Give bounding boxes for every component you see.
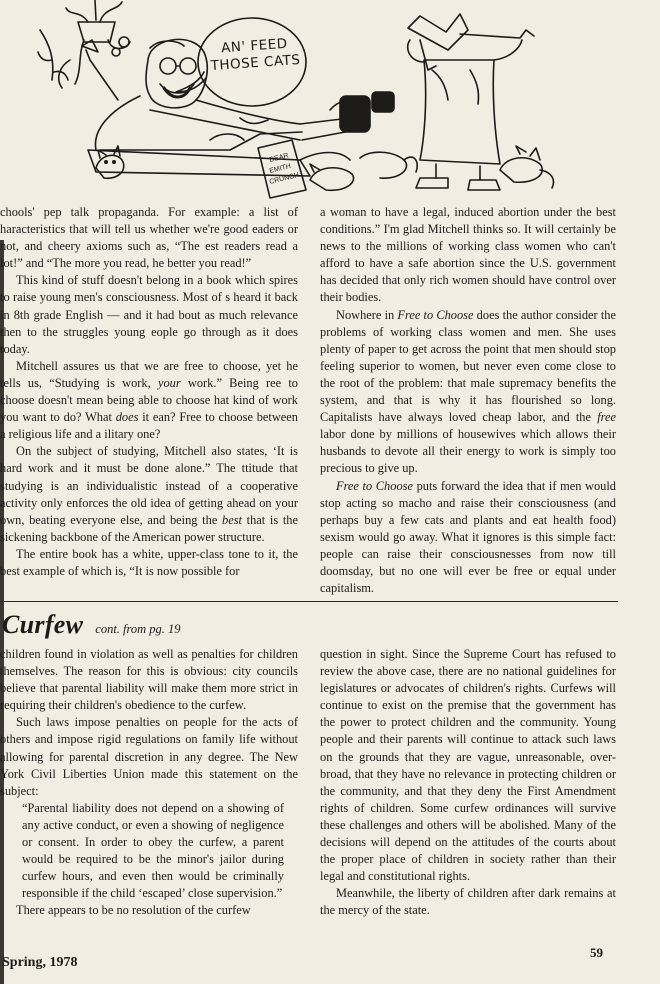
article-paragraph: Nowhere in Free to Choose does the author consider the problems of working class women and men. She uses plenty of paper to get across the point that men should stop feeling superior to women, but never even come close to the root of the problem: that male supremacy benefits the system, and that is why it has flourished so long. Capitalists have always loved cheap labor, and the free labor done by millions of housewives which allows their husbands to devote all their energy to work is simply too precious to give up. bbox=[320, 307, 616, 476]
continued-from-note: cont. from pg. 19 bbox=[95, 622, 181, 636]
article-paragraph: This kind of stuff doesn't belong in a book which spires to raise young men's consciousness. Most of s heard it back in 8th grade English — and it had bout as much relevance then to the struggles young eople go through as it does today. bbox=[0, 273, 298, 356]
page-number: 59 bbox=[590, 945, 603, 960]
emphasis-text: Free to Choose bbox=[336, 478, 413, 493]
emphasis-text: best bbox=[222, 512, 242, 527]
curfew-column-left bbox=[0, 646, 298, 920]
curfew-column-right bbox=[320, 646, 616, 920]
article-paragraph: chools' pep talk propaganda. For example: a list of haracteristics that will tell us whether we're good eaders or not, and cheery axioms such as, “The est readers read a lot!” and “The more you read, he better you read!” bbox=[0, 205, 298, 271]
article-column-top-right bbox=[320, 204, 616, 597]
curfew-headline bbox=[2, 610, 181, 640]
emphasis-text: your bbox=[157, 375, 181, 390]
issue-footer: Spring, 1978 bbox=[2, 955, 78, 970]
speech-bubble-text: AN' FEED THOSE CATS bbox=[210, 35, 301, 75]
emphasis-text: Free to Choose bbox=[397, 307, 474, 322]
svg-text:DEAR: DEAR bbox=[268, 152, 290, 164]
section-divider bbox=[0, 601, 618, 602]
article-paragraph: The entire book has a white, upper-class tone to it, the best example of which is, “It is now possible for bbox=[0, 546, 298, 578]
cartoon-illustration bbox=[0, 0, 660, 200]
article-paragraph: question in sight. Since the Supreme Court has refused to review the above case, there are no national guidelines for legislatures or advocates of children's rights. Curfews will continue to exist on the premise that the government has the power to protect children and the community. Young people and their parents will continue to attack such laws on the grounds that they are vague, unreasonable, over-broad, that they have no relevance in protecting children or the community, and that they deny the First Amendment rights of children. Some curfew ordinances will survive these challenges and others will be abolished. Many of the decisions will depend on the attitudes of the courts about the proper place of children in society rather than their legal and constitutional rights. bbox=[320, 647, 616, 884]
article-paragraph: Mitchell assures us that we are free to choose, yet he tells us, “Studying is work, your work.” Being ree to choose doesn't mean being able to choose hat kind of work you want to do? What does it ean? Free to choose between a religious life and a ilitary one? bbox=[0, 358, 299, 442]
article-column-top-left bbox=[0, 204, 298, 580]
svg-text:EMITH: EMITH bbox=[268, 162, 292, 175]
article-paragraph: Free to Choose puts forward the idea that if men would stop acting so macho and raise their consciousness (and perhaps buy a few cats and plants and eat health food) sexism would go away. What it ignores is this simple fact: people can raise their consciousnesses from now till doomsday, but no one will ever be free or equal under capitalism. bbox=[320, 478, 617, 596]
article-paragraph: Meanwhile, the liberty of children after dark remains at the mercy of the state. bbox=[320, 886, 616, 918]
article-paragraph: a woman to have a legal, induced abortion under the best conditions.” I'm glad Mitchell thinks so. It will certainly be news to the millions of working class women who can't afford to have a safe abortion since the U.S. government has decided that only rich women should have control over their bodies. bbox=[320, 205, 616, 305]
svg-text:CRUNCH: CRUNCH bbox=[268, 171, 300, 186]
block-quote: “Parental liability does not depend on a showing of any active conduct, or even a showing of negligence or consent. In order to obey the curfew, a parent would be required to be the minor's jailor during curfew hours, and even then would be criminally responsible if the child ‘escaped’ close supervision.” bbox=[22, 800, 284, 901]
emphasis-text: free bbox=[597, 410, 616, 425]
article-paragraph: On the subject of studying, Mitchell also states, ‘It is hard work and it must be done alone.” The ttitude that studying is an individualistic instead of a cooperative activity only enforces the old idea of getting ahead on your own, beating everyone else, and being the best that is the sickening backbone of the American power structure. bbox=[0, 444, 298, 544]
article-paragraph: Such laws impose penalties on people for the acts of others and impose rigid regulations on family life without allowing for parental discretion in any degree. The New York Civil Liberties Union made this statement on the subject: bbox=[0, 715, 298, 798]
article-paragraph: children found in violation as well as penalties for children themselves. The reason for this is obvious: city councils believe that parental liability will make them more strict in requiring their children's obedience to the curfew. bbox=[0, 647, 298, 713]
article-paragraph: There appears to be no resolution of the curfew bbox=[16, 903, 251, 918]
emphasis-text: does bbox=[115, 410, 139, 425]
curfew-title: Curfew bbox=[2, 610, 84, 639]
